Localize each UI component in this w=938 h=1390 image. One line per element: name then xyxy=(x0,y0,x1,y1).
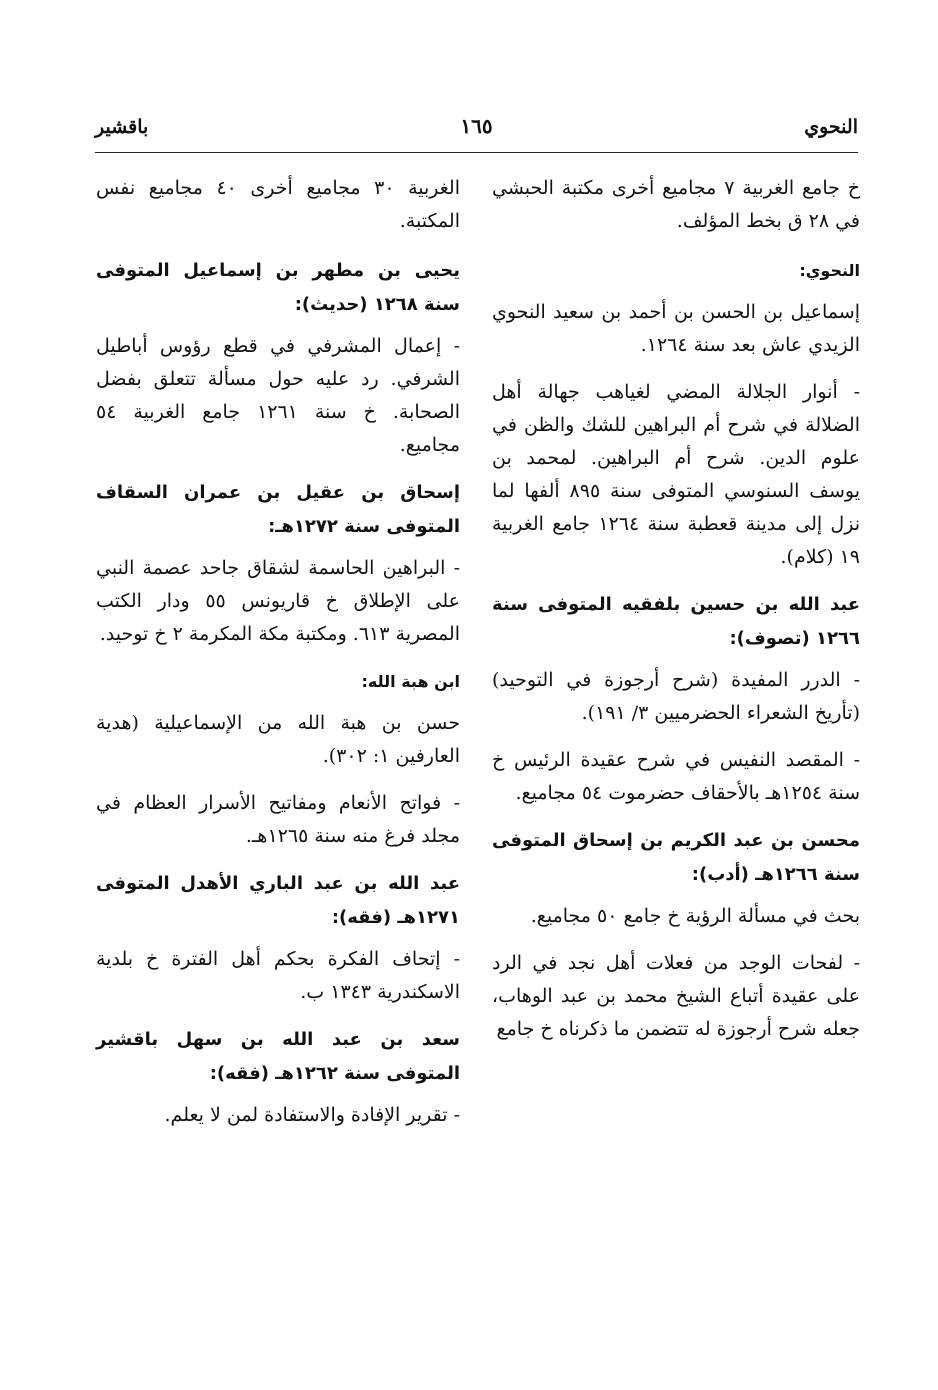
section-heading: محسن بن عبد الكريم بن إسحاق المتوفى سنة ١٢٦٦هـ (أدب): xyxy=(492,830,860,885)
entry-item: - فواتح الأنعام ومفاتيح الأسرار العظام في مجلد فرغ منه سنة ١٢٦٥هـ. xyxy=(96,792,460,847)
section-heading: سعد بن عبد الله بن سهل باقشير المتوفى سنة ١٢٦٢هـ (فقه): xyxy=(96,1029,460,1084)
entry-item: - الدرر المفيدة (شرح أرجوزة في التوحيد) (تأريخ الشعراء الحضرميين ٣/ ١٩١). xyxy=(492,669,860,724)
entry-item: - إعمال المشرفي في قطع رؤوس أباطيل الشرفي. رد عليه حول مسألة تتعلق بفضل الصحابة. خ سنة ١٢٦١ جامع الغربية ٥٤ مجاميع. xyxy=(96,335,460,456)
entry-item: - البراهين الحاسمة لشقاق جاحد عصمة النبي على الإطلاق خ قاريونس ٥٥ ودار الكتب المصرية ٦١٣. ومكتبة مكة المكرمة ٢ خ توحيد. xyxy=(96,557,460,645)
entry-item: - إتحاف الفكرة بحكم أهل الفترة خ بلدية الاسكندرية ١٣٤٣ ب. xyxy=(96,948,460,1003)
page-number: ١٦٥ xyxy=(460,114,493,138)
section-heading: عبد الله بن عبد الباري الأهدل المتوفى ١٢٧١هـ (فقه): xyxy=(96,873,460,928)
entry-item: بحث في مسألة الرؤية خ جامع ٥٠ مجاميع. xyxy=(530,905,860,927)
header-rule xyxy=(95,152,858,153)
section-heading: عبد الله بن حسين بلفقيه المتوفى سنة ١٢٦٦ (تصوف): xyxy=(492,594,860,649)
entry-item: - أنوار الجلالة المضي لغياهب جهالة أهل الضلالة في شرح أم البراهين للشك والظن في علوم الدين. شرح أم البراهين. لمحمد بن يوسف السنوسي المتوفى سنة ٨٩٥ ألفها لما نزل إلى مدينة قعطبة سنة ١٢٦٤ جامع الغربية ١٩ (كلام). xyxy=(492,381,861,568)
entry-paragraph: إسماعيل بن الحسن بن أحمد بن سعيد النحوي الزيدي عاش بعد سنة ١٢٦٤. xyxy=(492,301,860,356)
entry-item: - تقرير الإفادة والاستفادة لمن لا يعلم. xyxy=(164,1104,460,1126)
section-heading: ابن هبة الله: xyxy=(361,672,460,691)
entry-item: - لفحات الوجد من فعلات أهل نجد في الرد على عقيدة أتباع الشيخ محمد بن عبد الوهاب، جعله شرح أرجوزة له تتضمن ما ذكرناه خ جامع xyxy=(492,952,860,1040)
left-column xyxy=(96,172,460,1146)
continued-paragraph: خ جامع الغربية ٧ مجاميع أخرى مكتبة الحبشي في ٢٨ ق بخط المؤلف. xyxy=(492,177,861,232)
section-heading: إسحاق بن عقيل بن عمران السقاف المتوفى سنة ١٢٧٢هـ: xyxy=(96,482,460,537)
right-column xyxy=(492,172,860,1060)
entry-paragraph: حسن بن هبة الله من الإسماعيلية (هدية العارفين ١: ٣٠٢). xyxy=(96,712,460,767)
section-heading-nahwi: النحوي: xyxy=(799,261,860,280)
running-title-left: باقشير xyxy=(95,116,149,138)
page-header xyxy=(95,112,858,146)
entry-item: - المقصد النفيس في شرح عقيدة الرئيس خ سنة ١٢٥٤هـ بالأحقاف حضرموت ٥٤ مجاميع. xyxy=(492,749,860,804)
continued-paragraph: الغربية ٣٠ مجاميع أخرى ٤٠ مجاميع نفس المكتبة. xyxy=(96,177,460,232)
running-title-right: النحوي xyxy=(804,116,858,138)
section-heading: يحيى بن مطهر بن إسماعيل المتوفى سنة ١٢٦٨ (حديث): xyxy=(96,260,460,315)
